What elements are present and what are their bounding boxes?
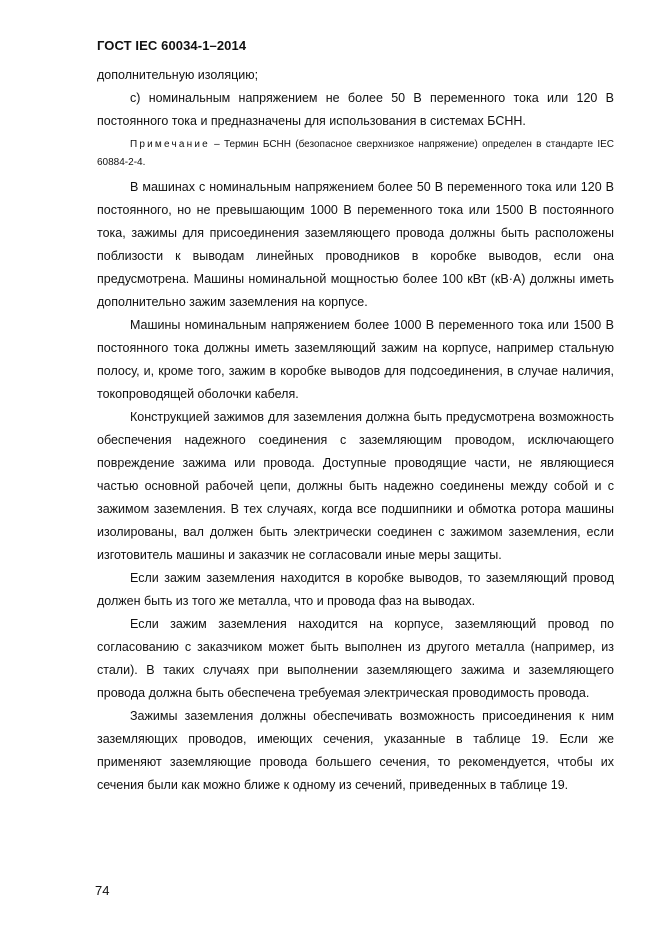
page-number: 74 <box>95 883 110 898</box>
paragraph: Если зажим заземления находится в коробке выводов, то заземляющий провод должен быть из того же металла, что и провода фаз на выводах. <box>97 571 614 608</box>
note <box>97 136 614 172</box>
paragraph: Если зажим заземления находится на корпусе, заземляющий провод по согласованию с заказчиком может быть выполнен из другого металла (например, из стали). В таких случаях при выполнении заземляющего зажима и заземляющего провода должна быть обеспечена требуемая электрическая проводимость провода. <box>97 617 614 700</box>
note-text: – Термин БСНН (безопасное сверхнизкое напряжение) определен в стандарте IEC 60884-2-4. <box>97 139 614 168</box>
document-header: ГОСТ IEC 60034-1–2014 <box>97 38 247 53</box>
paragraph: В машинах с номинальным напряжением более 50 В переменного тока или 120 В постоянного, но не превышающим 1000 В переменного тока или 1500 В постоянного тока, зажимы для присоединения заземляющего провода должны быть расположены поблизости к выводам линейных проводников в коробке выводов, если она предусмотрена. Машины номинальной мощностью более 100 кВт (кВ·А) должны иметь дополнительно зажим заземления на корпусе. <box>97 180 614 309</box>
paragraph: Машины номинальным напряжением более 1000 В переменного тока или 1500 В постоянного тока должны иметь заземляющий зажим на корпусе, например стальную полосу, и, кроме того, зажим в коробке выводов для подсоединения, в случае наличия, токопроводящей оболочки кабеля. <box>97 318 614 401</box>
paragraph-continuation: дополнительную изоляцию; <box>97 68 259 82</box>
paragraph-item-c: c) номинальным напряжением не более 50 В переменного тока или 120 В постоянного тока и предназначены для использования в системах БСНН. <box>97 91 614 128</box>
note-label: Примечание <box>130 139 210 150</box>
paragraph: Зажимы заземления должны обеспечивать возможность присоединения к ним заземляющих проводов, имеющих сечения, указанные в таблице 19. Если же применяют заземляющие провода большего сечения, то рекомендуется, чтобы их сечения были как можно ближе к одному из сечений, приведенных в таблице 19. <box>97 709 614 792</box>
paragraph: Конструкцией зажимов для заземления должна быть предусмотрена возможность обеспечения надежного соединения с заземляющим проводом, исключающего повреждение зажима или провода. Доступные проводящие части, не являющиеся частью основной рабочей цепи, должны быть надежно соединены между собой и с зажимом заземления. В тех случаях, когда все подшипники и обмотка ротора машины изолированы, вал должен быть электрически соединен с зажимом заземления, если изготовитель машины и заказчик не согласовали иные меры защиты. <box>97 410 614 562</box>
document-body <box>97 64 614 797</box>
